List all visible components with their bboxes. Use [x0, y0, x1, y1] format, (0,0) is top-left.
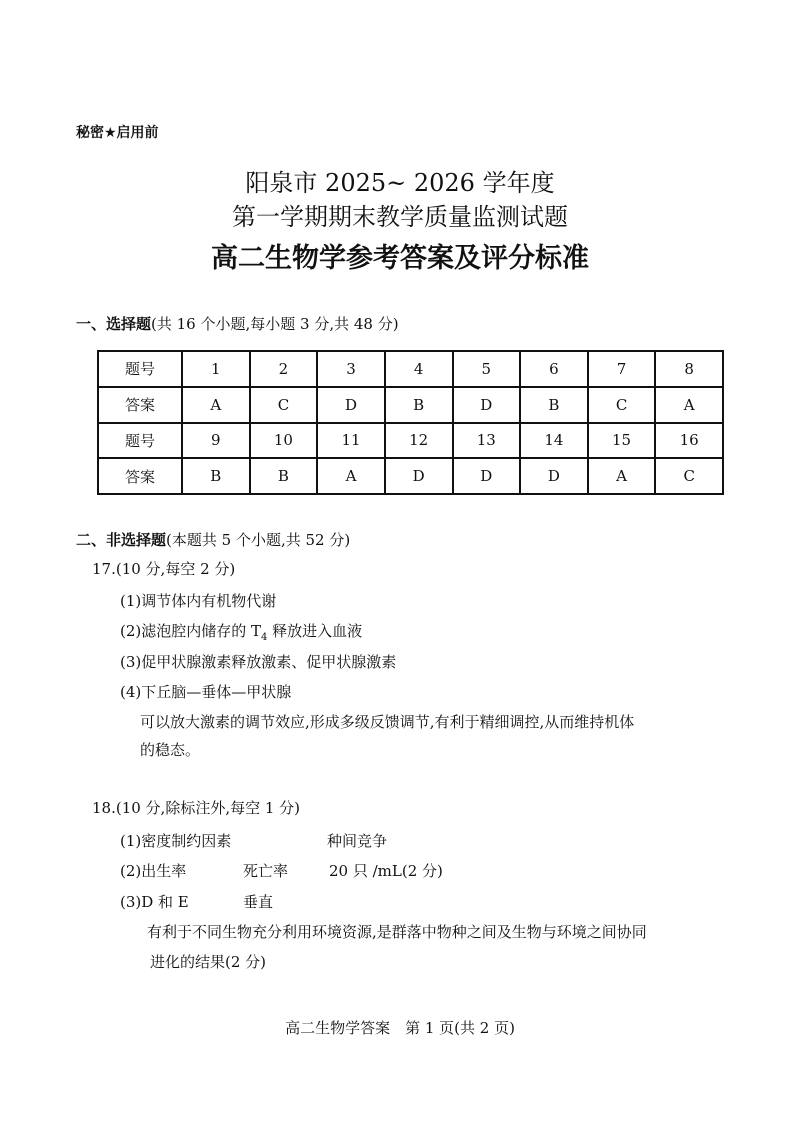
answer-cell: A — [317, 458, 385, 494]
question-number: 9 — [182, 423, 250, 459]
section2-note: (本题共 5 个小题,共 52 分) — [166, 531, 351, 549]
answer-cell: C — [655, 458, 723, 494]
q17-answer-1: (1)调节体内有机物代谢 — [120, 592, 277, 610]
q17-answer-4-explanation-line2: 的稳态。 — [140, 741, 201, 759]
q18-answer-1-left: (1)密度制约因素 — [120, 832, 232, 850]
table-row — [98, 387, 723, 423]
page-footer: 高二生物学答案 第 1 页(共 2 页) — [285, 1019, 515, 1037]
title-region-year: 阳泉市 2025~ 2026 学年度 — [245, 169, 555, 197]
section1-label: 一、选择题 — [76, 315, 152, 333]
table-row — [98, 458, 723, 494]
answer-cell: D — [317, 387, 385, 423]
q18-answer-1-right: 种间竞争 — [327, 832, 388, 850]
title-exam-name: 第一学期期末教学质量监测试题 — [232, 203, 568, 231]
question-number: 2 — [250, 351, 318, 387]
section2-heading — [76, 529, 350, 550]
question-number: 14 — [520, 423, 588, 459]
q18-answer-2-mid: 死亡率 — [243, 862, 289, 880]
q17-answer-4-explanation-line1: 可以放大激素的调节效应,形成多级反馈调节,有利于精细调控,从而维持机体 — [140, 713, 635, 731]
question-number: 16 — [655, 423, 723, 459]
answer-cell: D — [385, 458, 453, 494]
answer-cell: B — [520, 387, 588, 423]
q17-answer-4: (4)下丘脑—垂体—甲状腺 — [120, 683, 292, 701]
q18-answer-2-right: 20 只 /mL(2 分) — [329, 862, 443, 880]
answer-cell: C — [588, 387, 656, 423]
section1-note: (共 16 个小题,每小题 3 分,共 48 分) — [151, 315, 399, 333]
q17-answer-2 — [120, 620, 362, 643]
page-title: 高二生物学参考答案及评分标准 — [211, 243, 589, 274]
question-number: 7 — [588, 351, 656, 387]
q17-answer-2-pre: (2)滤泡腔内储存的 T — [120, 622, 262, 640]
question-number: 15 — [588, 423, 656, 459]
answer-cell: A — [655, 387, 723, 423]
question-number: 10 — [250, 423, 318, 459]
answer-cell: A — [588, 458, 656, 494]
answer-cell: B — [250, 458, 318, 494]
question-number: 13 — [453, 423, 521, 459]
row-label-answer: 答案 — [98, 387, 182, 423]
q18-heading: 18.(10 分,除标注外,每空 1 分) — [92, 799, 301, 817]
answer-cell: D — [520, 458, 588, 494]
q17-answer-3: (3)促甲状腺激素释放激素、促甲状腺激素 — [120, 653, 397, 671]
q18-answer-2 — [120, 860, 443, 881]
question-number: 1 — [182, 351, 250, 387]
answer-cell: D — [453, 387, 521, 423]
q18-answer-3-explanation-line1: 有利于不同生物充分利用环境资源,是群落中物种之间及生物与环境之间协同 — [147, 923, 647, 941]
q17-answer-2-subscript: 4 — [261, 632, 268, 643]
section2-label: 二、非选择题 — [76, 531, 167, 549]
answer-cell: A — [182, 387, 250, 423]
q18-answer-3-left: (3)D 和 E — [120, 893, 189, 911]
section1-heading — [76, 313, 399, 334]
row-label-question: 题号 — [98, 423, 182, 459]
q18-answer-1 — [120, 830, 388, 851]
question-number: 3 — [317, 351, 385, 387]
q18-answer-3-right: 垂直 — [243, 893, 274, 911]
question-number: 4 — [385, 351, 453, 387]
answer-cell: B — [182, 458, 250, 494]
q17-answer-2-post: 释放进入血液 — [267, 622, 363, 640]
q17-heading: 17.(10 分,每空 2 分) — [92, 560, 236, 578]
question-number: 8 — [655, 351, 723, 387]
table-row — [98, 351, 723, 387]
answer-cell: B — [385, 387, 453, 423]
confidential-label: 秘密★启用前 — [76, 125, 159, 141]
question-number: 6 — [520, 351, 588, 387]
answer-cell: D — [453, 458, 521, 494]
answer-table — [97, 350, 724, 495]
question-number: 12 — [385, 423, 453, 459]
q18-answer-2-left: (2)出生率 — [120, 862, 187, 880]
q18-answer-3 — [120, 891, 274, 912]
question-number: 11 — [317, 423, 385, 459]
answer-cell: C — [250, 387, 318, 423]
row-label-question: 题号 — [98, 351, 182, 387]
row-label-answer: 答案 — [98, 458, 182, 494]
question-number: 5 — [453, 351, 521, 387]
q18-answer-3-explanation-line2: 进化的结果(2 分) — [150, 953, 267, 971]
table-row — [98, 423, 723, 459]
